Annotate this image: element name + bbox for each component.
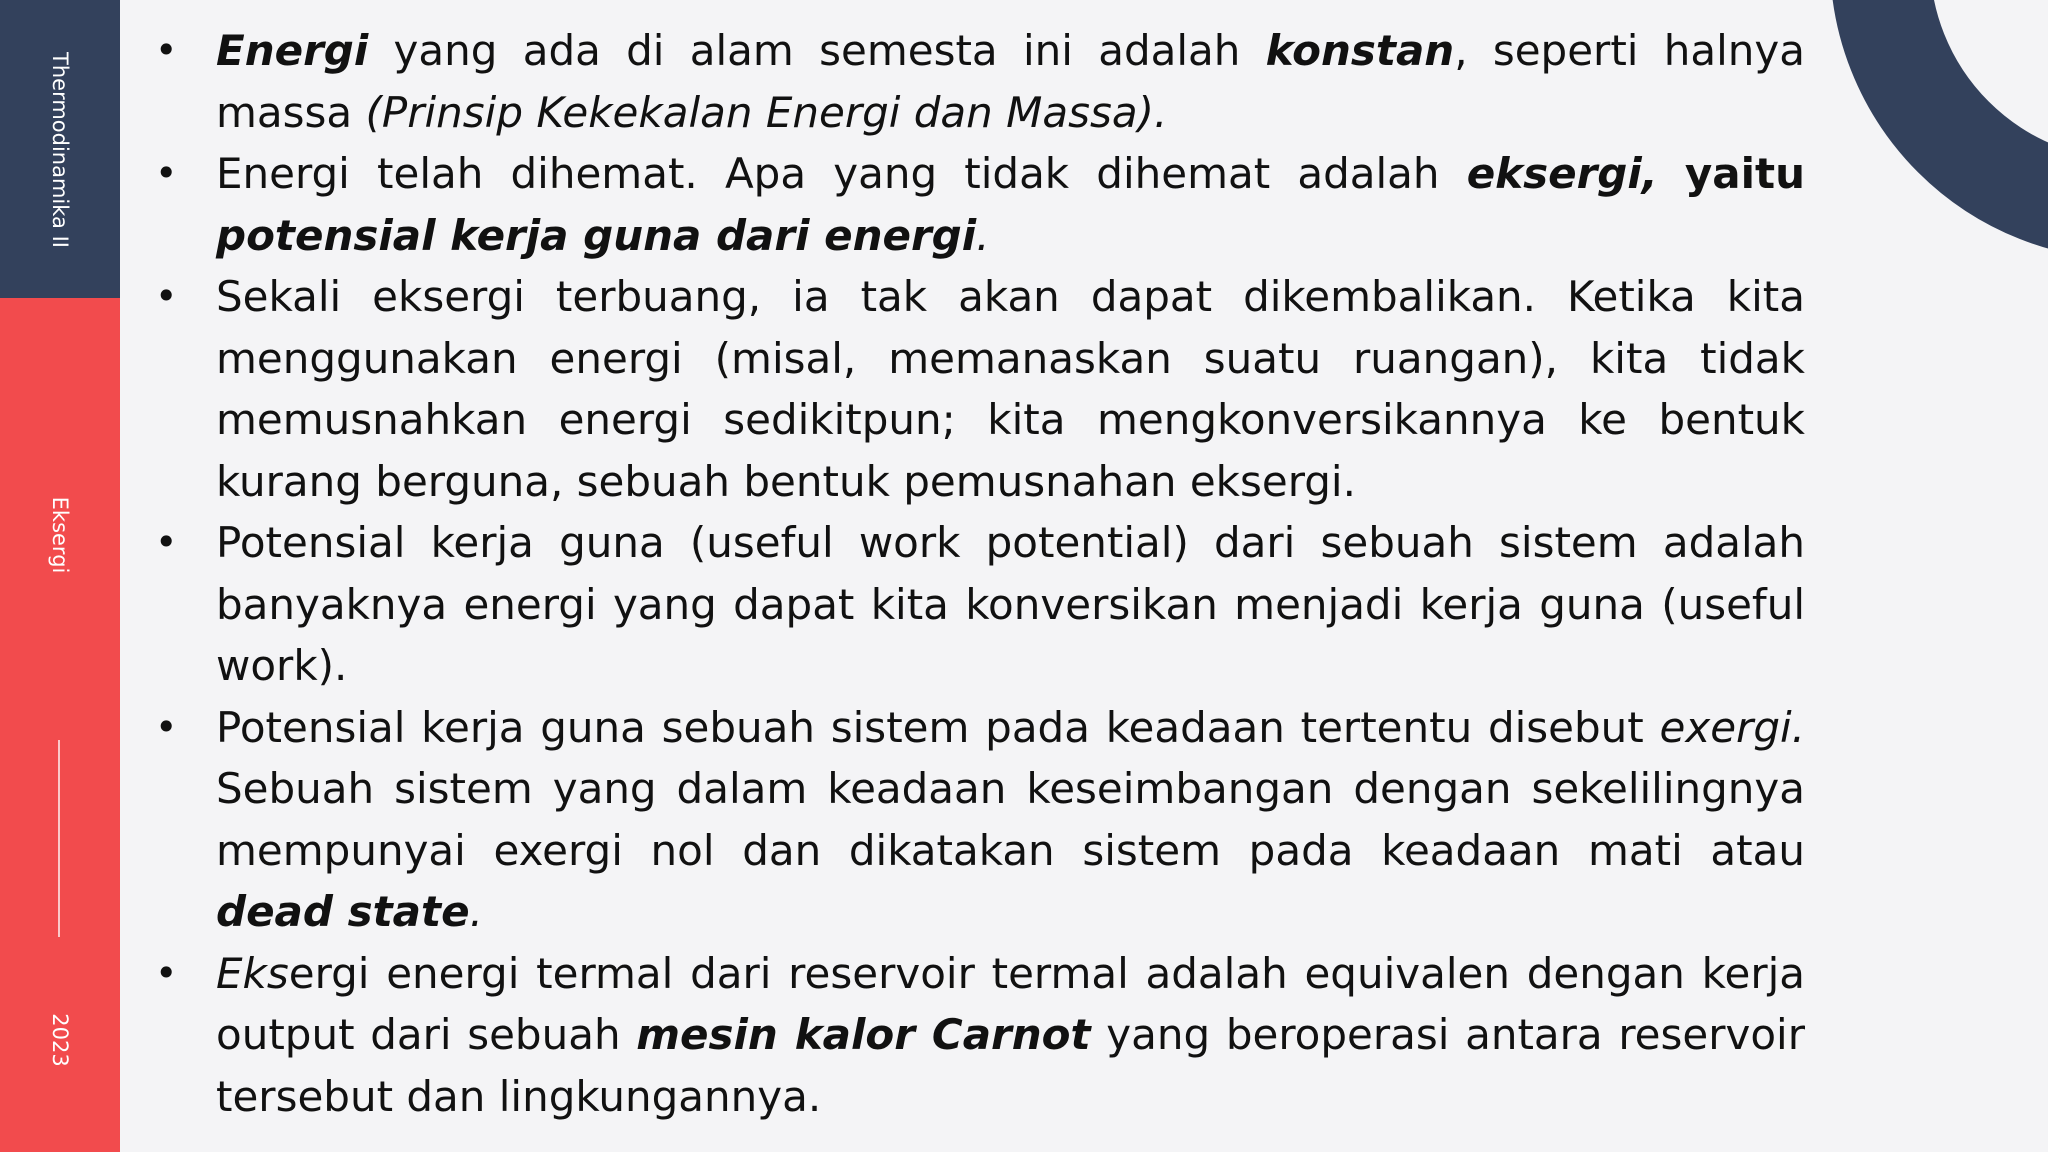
topic-title: Eksergi xyxy=(48,496,72,574)
divider-line xyxy=(58,740,60,937)
bullet-item xyxy=(150,266,1805,512)
bullet-item xyxy=(150,20,1805,143)
bullet-text-segment: eksergi, xyxy=(1466,149,1658,198)
bullet-text-segment: Energi xyxy=(216,26,369,75)
bullet-text-segment: Sebuah sistem yang dalam keadaan keseimbangan dengan sekelilingnya mempunyai exergi nol dan dikatakan sistem pada keadaan mati atau xyxy=(216,764,1805,875)
bullet-text-segment: Potensial kerja guna (useful work potential) dari sebuah sistem adalah banyaknya energi yang dapat kita konversikan menjadi kerja guna (useful work). xyxy=(216,518,1805,690)
bullet-item xyxy=(150,697,1805,943)
course-title: Thermodinamika II xyxy=(48,52,72,248)
bullet-dot: • xyxy=(155,704,178,749)
bullet-item xyxy=(150,143,1805,266)
bullet-text-segment: dead state xyxy=(216,887,470,936)
bullet-text-segment: yang ada di alam semesta ini adalah xyxy=(368,26,1266,75)
bullet-text-segment: mesin kalor Carnot xyxy=(636,1010,1091,1059)
sidebar xyxy=(0,0,120,1152)
bullet-text-segment xyxy=(1658,149,1685,198)
bullet-list xyxy=(150,20,1805,1127)
bullet-text-segment: yang beroperasi antara reservoir tersebut dan lingkungannya. xyxy=(216,1010,1805,1121)
bullet-text-segment: . xyxy=(469,887,483,936)
bullet-text-segment: potensial kerja guna dari energi xyxy=(216,210,977,260)
bullet-text-segment: Sekali eksergi terbuang, ia tak akan dapat dikembalikan. Ketika kita menggunakan energi (misal, memanaskan suatu ruangan), kita tidak memusnahkan energi sedikitpun; kita mengkonversikannya ke bentuk kurang berguna, sebuah bentuk pemusnahan eksergi. xyxy=(216,272,1805,506)
bullet-text-segment: yaitu xyxy=(1684,149,1805,198)
bullet-dot: • xyxy=(155,950,178,995)
bullet-text-segment: Energi telah dihemat. Apa yang tidak dihemat adalah xyxy=(216,149,1467,198)
bullet-text-segment: . xyxy=(976,210,990,260)
bullet-text-segment: konstan xyxy=(1265,26,1455,75)
decorative-arc xyxy=(1810,0,2048,280)
bullet-dot: • xyxy=(155,151,178,195)
bullet-dot: • xyxy=(155,520,178,564)
bullet-dot: • xyxy=(155,274,178,318)
bullet-item xyxy=(150,512,1805,697)
bullet-dot: • xyxy=(155,28,178,72)
bullet-text-segment: Potensial kerja guna sebuah sistem pada keadaan tertentu disebut xyxy=(216,702,1660,752)
bullet-text-segment: ergi energi termal dari reservoir termal adalah equivalen dengan kerja output dari sebuah xyxy=(216,948,1805,1059)
year-label: 2023 xyxy=(48,1013,72,1067)
bullet-text-segment: Eks xyxy=(216,948,289,998)
bullet-text-segment: (Prinsip Kekekalan Energi dan Massa). xyxy=(365,87,1168,137)
bullet-text-segment: , seperti halnya massa xyxy=(216,26,1805,137)
bullet-text-segment: exergi. xyxy=(1659,702,1805,752)
bullet-item xyxy=(150,943,1805,1128)
